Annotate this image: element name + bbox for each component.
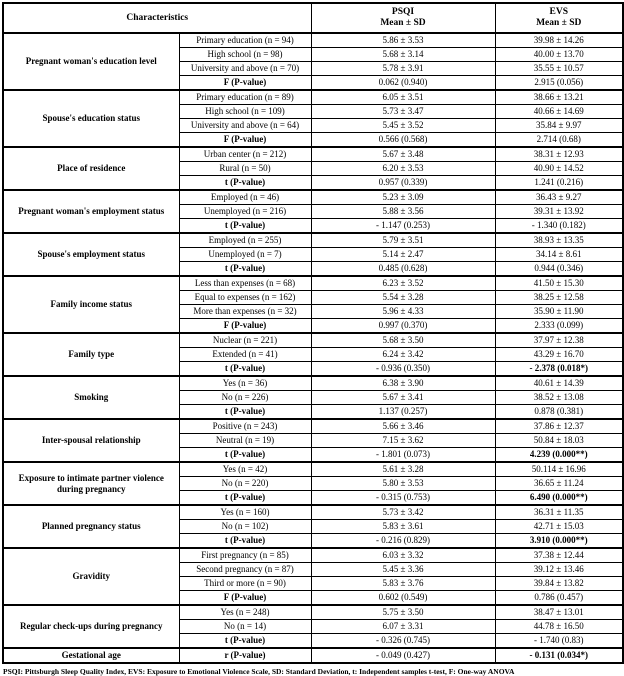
subgroup-label: University and above (n = 64) xyxy=(179,119,311,133)
psqi-value: 5.14 ± 2.47 xyxy=(311,248,495,262)
psqi-value: - 1.147 (0.253) xyxy=(311,219,495,234)
psqi-value: - 1.801 (0.073) xyxy=(311,448,495,463)
psqi-value: 5.80 ± 3.53 xyxy=(311,477,495,491)
table-row xyxy=(3,548,623,563)
characteristic-label: Pregnant woman's education level xyxy=(3,33,179,90)
subgroup-label: Equal to expenses (n = 162) xyxy=(179,291,311,305)
psqi-value: 5.54 ± 3.28 xyxy=(311,291,495,305)
evs-value: 1.241 (0.216) xyxy=(495,176,623,191)
evs-value: 50.114 ± 16.96 xyxy=(495,462,623,477)
stat-test-label: F (P-value) xyxy=(179,133,311,148)
subgroup-label: Positive (n = 243) xyxy=(179,419,311,434)
psqi-value: 5.68 ± 3.50 xyxy=(311,333,495,348)
header-characteristics: Characteristics xyxy=(3,3,311,33)
characteristic-label: Exposure to intimate partner violence during pregnancy xyxy=(3,462,179,505)
psqi-value: 5.75 ± 3.50 xyxy=(311,605,495,620)
evs-value: 39.12 ± 13.46 xyxy=(495,563,623,577)
subgroup-label: Unemployed (n = 7) xyxy=(179,248,311,262)
evs-value: 2.333 (0.099) xyxy=(495,319,623,334)
table-footnote: PSQI: Pittsburgh Sleep Quality Index, EVS: Exposure to Emotional Violence Scale, SD: Standard Deviation, t: Independent samples t-test, F: One-way ANOVA xyxy=(3,667,515,676)
table-row xyxy=(3,276,623,291)
subgroup-label: Primary education (n = 89) xyxy=(179,90,311,105)
stat-test-label: t (P-value) xyxy=(179,448,311,463)
stat-test-label: t (P-value) xyxy=(179,362,311,377)
header-evs xyxy=(495,3,623,33)
subgroup-label: Unemployed (n = 216) xyxy=(179,205,311,219)
characteristic-label: Pregnant woman's employment status xyxy=(3,190,179,233)
evs-value: 37.86 ± 12.37 xyxy=(495,419,623,434)
evs-value: 38.31 ± 12.93 xyxy=(495,147,623,162)
psqi-value: 5.61 ± 3.28 xyxy=(311,462,495,477)
stat-test-label: t (P-value) xyxy=(179,262,311,277)
evs-value: 2.915 (0.056) xyxy=(495,76,623,91)
psqi-value: 5.83 ± 3.76 xyxy=(311,577,495,591)
subgroup-label: High school (n = 98) xyxy=(179,48,311,62)
table-row xyxy=(3,333,623,348)
table-row xyxy=(3,648,623,663)
characteristic-label: Inter-spousal relationship xyxy=(3,419,179,462)
subgroup-label: First pregnancy (n = 85) xyxy=(179,548,311,563)
characteristics-comparison-table xyxy=(2,2,624,664)
psqi-value: 0.566 (0.568) xyxy=(311,133,495,148)
stat-test-label: r (P-value) xyxy=(179,648,311,663)
characteristic-label: Gravidity xyxy=(3,548,179,605)
evs-value: 40.66 ± 14.69 xyxy=(495,105,623,119)
psqi-value: 5.66 ± 3.46 xyxy=(311,419,495,434)
subgroup-label: No (n = 102) xyxy=(179,520,311,534)
table-header xyxy=(3,3,623,33)
psqi-value: 5.83 ± 3.61 xyxy=(311,520,495,534)
evs-value: 38.52 ± 13.08 xyxy=(495,391,623,405)
subgroup-label: Urban center (n = 212) xyxy=(179,147,311,162)
evs-value: 39.31 ± 13.92 xyxy=(495,205,623,219)
header-psqi-subtitle: Mean ± SD xyxy=(380,18,426,28)
subgroup-label: Yes (n = 160) xyxy=(179,505,311,520)
psqi-value: 6.05 ± 3.51 xyxy=(311,90,495,105)
psqi-value: 5.67 ± 3.48 xyxy=(311,147,495,162)
evs-value: - 1.740 (0.83) xyxy=(495,634,623,649)
psqi-value: 5.86 ± 3.53 xyxy=(311,33,495,48)
psqi-value: - 0.936 (0.350) xyxy=(311,362,495,377)
evs-value: 41.50 ± 15.30 xyxy=(495,276,623,291)
subgroup-label: Yes (n = 36) xyxy=(179,376,311,391)
characteristic-label: Gestational age xyxy=(3,648,179,663)
evs-value: 3.910 (0.000**) xyxy=(495,534,623,549)
subgroup-label: Neutral (n = 19) xyxy=(179,434,311,448)
evs-value: 38.93 ± 13.35 xyxy=(495,233,623,248)
characteristic-label: Smoking xyxy=(3,376,179,419)
characteristic-label: Spouse's education status xyxy=(3,90,179,147)
psqi-value: 5.67 ± 3.41 xyxy=(311,391,495,405)
stat-test-label: F (P-value) xyxy=(179,76,311,91)
subgroup-label: Nuclear (n = 221) xyxy=(179,333,311,348)
stat-test-label: t (P-value) xyxy=(179,534,311,549)
psqi-value: 6.23 ± 3.52 xyxy=(311,276,495,291)
psqi-value: 5.73 ± 3.42 xyxy=(311,505,495,520)
subgroup-label: No (n = 220) xyxy=(179,477,311,491)
psqi-value: 6.24 ± 3.42 xyxy=(311,348,495,362)
psqi-value: 6.07 ± 3.31 xyxy=(311,620,495,634)
subgroup-label: Yes (n = 248) xyxy=(179,605,311,620)
evs-value: 0.786 (0.457) xyxy=(495,591,623,606)
evs-value: 38.47 ± 13.01 xyxy=(495,605,623,620)
evs-value: 6.490 (0.000**) xyxy=(495,491,623,506)
subgroup-label: Second pregnancy (n = 87) xyxy=(179,563,311,577)
header-psqi-title: PSQI xyxy=(391,7,415,18)
evs-value: 39.98 ± 14.26 xyxy=(495,33,623,48)
evs-value: 36.43 ± 9.27 xyxy=(495,190,623,205)
table-row xyxy=(3,419,623,434)
table-row xyxy=(3,605,623,620)
evs-value: 4.239 (0.000**) xyxy=(495,448,623,463)
psqi-value: 5.78 ± 3.91 xyxy=(311,62,495,76)
characteristic-label: Spouse's employment status xyxy=(3,233,179,276)
psqi-value: 0.062 (0.940) xyxy=(311,76,495,91)
table-row xyxy=(3,376,623,391)
characteristic-label: Place of residence xyxy=(3,147,179,190)
evs-value: 40.90 ± 14.52 xyxy=(495,162,623,176)
psqi-value: 6.38 ± 3.90 xyxy=(311,376,495,391)
evs-value: 40.00 ± 13.70 xyxy=(495,48,623,62)
psqi-value: 5.68 ± 3.14 xyxy=(311,48,495,62)
evs-value: - 1.340 (0.182) xyxy=(495,219,623,234)
psqi-value: 0.957 (0.339) xyxy=(311,176,495,191)
evs-value: 37.97 ± 12.38 xyxy=(495,333,623,348)
subgroup-label: Yes (n = 42) xyxy=(179,462,311,477)
psqi-value: - 0.049 (0.427) xyxy=(311,648,495,663)
psqi-value: 5.73 ± 3.47 xyxy=(311,105,495,119)
evs-value: - 2.378 (0.018*) xyxy=(495,362,623,377)
evs-value: 0.878 (0.381) xyxy=(495,405,623,420)
subgroup-label: Employed (n = 46) xyxy=(179,190,311,205)
evs-value: 37.38 ± 12.44 xyxy=(495,548,623,563)
table-row xyxy=(3,233,623,248)
subgroup-label: More than expenses (n = 32) xyxy=(179,305,311,319)
evs-value: 42.71 ± 15.03 xyxy=(495,520,623,534)
evs-value: 43.29 ± 16.70 xyxy=(495,348,623,362)
characteristic-label: Family type xyxy=(3,333,179,376)
header-evs-subtitle: Mean ± SD xyxy=(536,18,582,28)
psqi-value: 5.45 ± 3.36 xyxy=(311,563,495,577)
psqi-value: 0.997 (0.370) xyxy=(311,319,495,334)
evs-value: 38.25 ± 12.58 xyxy=(495,291,623,305)
header-evs-title: EVS xyxy=(549,7,568,18)
table-row xyxy=(3,462,623,477)
table-row xyxy=(3,90,623,105)
evs-value: 50.84 ± 18.03 xyxy=(495,434,623,448)
table-row xyxy=(3,505,623,520)
header-psqi xyxy=(311,3,495,33)
evs-value: 2.714 (0.68) xyxy=(495,133,623,148)
evs-value: 35.55 ± 10.57 xyxy=(495,62,623,76)
psqi-value: 5.23 ± 3.09 xyxy=(311,190,495,205)
subgroup-label: Employed (n = 255) xyxy=(179,233,311,248)
evs-value: 44.78 ± 16.50 xyxy=(495,620,623,634)
table-row xyxy=(3,190,623,205)
evs-value: 35.90 ± 11.90 xyxy=(495,305,623,319)
psqi-value: - 0.315 (0.753) xyxy=(311,491,495,506)
evs-value: 38.66 ± 13.21 xyxy=(495,90,623,105)
evs-value: 36.65 ± 11.24 xyxy=(495,477,623,491)
subgroup-label: No (n = 226) xyxy=(179,391,311,405)
evs-value: 0.944 (0.346) xyxy=(495,262,623,277)
subgroup-label: University and above (n = 70) xyxy=(179,62,311,76)
psqi-value: 5.45 ± 3.52 xyxy=(311,119,495,133)
evs-value: 34.14 ± 8.61 xyxy=(495,248,623,262)
subgroup-label: Primary education (n = 94) xyxy=(179,33,311,48)
characteristic-label: Family income status xyxy=(3,276,179,333)
psqi-value: 0.602 (0.549) xyxy=(311,591,495,606)
stat-test-label: F (P-value) xyxy=(179,319,311,334)
psqi-value: 5.96 ± 4.33 xyxy=(311,305,495,319)
table-body xyxy=(3,33,623,663)
subgroup-label: No (n = 14) xyxy=(179,620,311,634)
stat-test-label: t (P-value) xyxy=(179,219,311,234)
psqi-value: 6.03 ± 3.32 xyxy=(311,548,495,563)
subgroup-label: Third or more (n = 90) xyxy=(179,577,311,591)
psqi-value: 5.88 ± 3.56 xyxy=(311,205,495,219)
stat-test-label: t (P-value) xyxy=(179,491,311,506)
psqi-value: - 0.326 (0.745) xyxy=(311,634,495,649)
stat-test-label: t (P-value) xyxy=(179,634,311,649)
characteristic-label: Planned pregnancy status xyxy=(3,505,179,548)
psqi-value: 5.79 ± 3.51 xyxy=(311,233,495,248)
table-row xyxy=(3,33,623,48)
evs-value: 35.84 ± 9.97 xyxy=(495,119,623,133)
psqi-value: 6.20 ± 3.53 xyxy=(311,162,495,176)
table-row xyxy=(3,147,623,162)
stat-test-label: F (P-value) xyxy=(179,591,311,606)
psqi-value: - 0.216 (0.829) xyxy=(311,534,495,549)
subgroup-label: Less than expenses (n = 68) xyxy=(179,276,311,291)
characteristic-label: Regular check-ups during pregnancy xyxy=(3,605,179,648)
subgroup-label: Rural (n = 50) xyxy=(179,162,311,176)
evs-value: - 0.131 (0.034*) xyxy=(495,648,623,663)
psqi-value: 0.485 (0.628) xyxy=(311,262,495,277)
stat-test-label: t (P-value) xyxy=(179,405,311,420)
subgroup-label: Extended (n = 41) xyxy=(179,348,311,362)
psqi-value: 7.15 ± 3.62 xyxy=(311,434,495,448)
stat-test-label: t (P-value) xyxy=(179,176,311,191)
evs-value: 36.31 ± 11.35 xyxy=(495,505,623,520)
psqi-value: 1.137 (0.257) xyxy=(311,405,495,420)
evs-value: 40.61 ± 14.39 xyxy=(495,376,623,391)
subgroup-label: High school (n = 109) xyxy=(179,105,311,119)
evs-value: 39.84 ± 13.82 xyxy=(495,577,623,591)
